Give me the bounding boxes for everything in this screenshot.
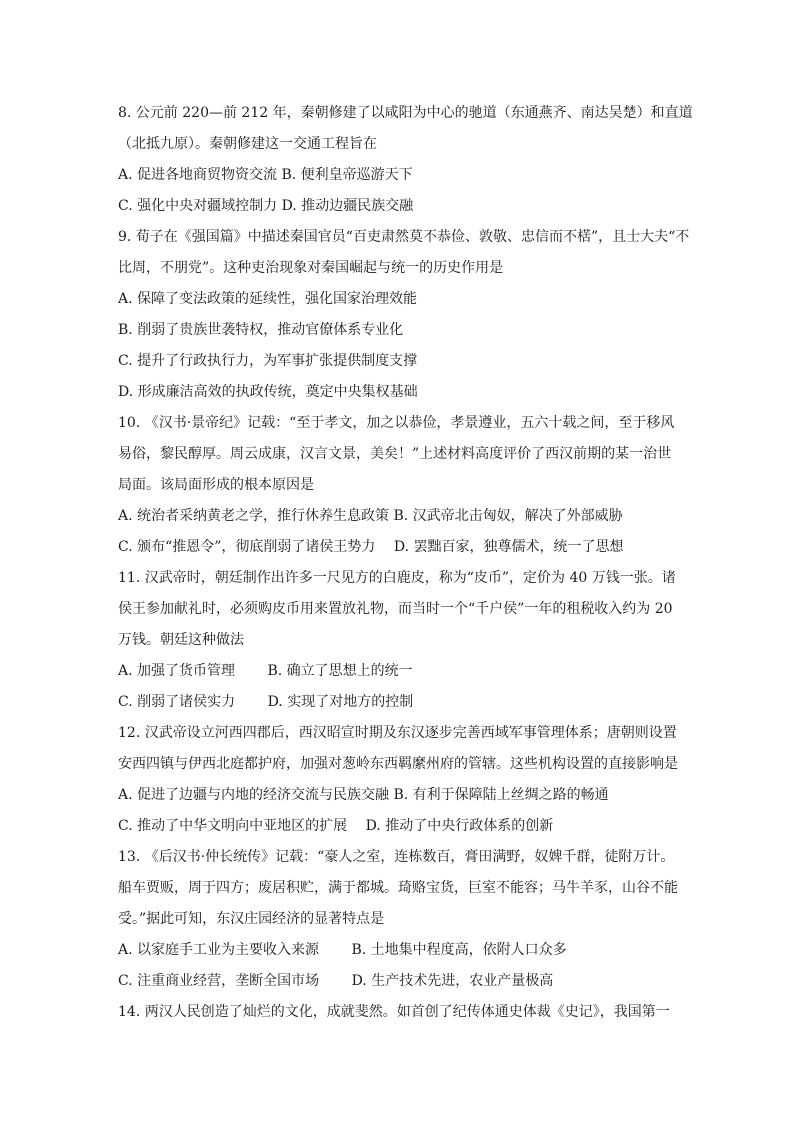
q10-options-cd xyxy=(118,537,678,557)
q11-option-d: D. 实现了对地方的控制 xyxy=(267,694,414,710)
q10-option-b: B. 汉武帝北击匈奴，解决了外部威胁 xyxy=(393,508,623,524)
q9-stem-line1: 9. 荀子在《强国篇》中描述秦国官员“百吏肃然莫不恭俭、敦敬、忠信而不楛”，且士大夫“不 xyxy=(118,229,690,245)
q11-stem-line3: 万钱。朝廷这种做法 xyxy=(118,632,244,648)
q11-stem-line2: 侯王参加献礼时，必须购皮币用来置放礼物，而当时一个“千户侯”一年的租税收入约为 20 xyxy=(118,601,673,617)
q13-option-c: C. 注重商业经营，垄断全国市场 xyxy=(118,973,320,989)
q13-stem-line3: 受。”据此可知，东汉庄园经济的显著特点是 xyxy=(118,911,385,927)
q13-stem-line2: 船车贾贩，周于四方；废居积贮，满于都城。琦赂宝货，巨室不能容；马牛羊豕，山谷不能 xyxy=(118,880,678,896)
q11-option-a: A. 加强了货币管理 xyxy=(118,663,236,679)
q10-stem-line3: 局面。该局面形成的根本原因是 xyxy=(118,477,314,493)
q12-option-a: A. 促进了边疆与内地的经济交流与民族交融 xyxy=(118,787,390,803)
q13-option-d: D. 生产技术先进，农业产量极高 xyxy=(351,973,554,989)
q8-option-b: B. 便利皇帝巡游天下 xyxy=(281,167,413,183)
q12-options-ab xyxy=(118,785,678,805)
q8-options-ab xyxy=(118,165,678,185)
q13-options-ab xyxy=(118,940,678,960)
q11-option-b: B. 确立了思想上的统一 xyxy=(267,663,413,679)
q8-option-c: C. 强化中央对疆域控制力 xyxy=(118,198,278,214)
q12-option-b: B. 有利于保障陆上丝绸之路的畅通 xyxy=(393,787,609,803)
q9-stem-line2: 比周，不朋党”。这种吏治现象对秦国崛起与统一的历史作用是 xyxy=(118,260,504,276)
q12-option-d: D. 推动了中央行政体系的创新 xyxy=(365,818,554,834)
q9-option-d: D. 形成廉洁高效的执政传统，奠定中央集权基础 xyxy=(118,384,418,400)
q10-options-ab xyxy=(118,506,678,526)
q8-option-d: D. 推动边疆民族交融 xyxy=(281,198,414,214)
q12-stem-line2: 安西四镇与伊西北庭都护府，加强对葱岭东西羁縻州府的管辖。这些机构设置的直接影响是 xyxy=(118,756,678,772)
q9-option-b: B. 削弱了贵族世袭特权，推动官僚体系专业化 xyxy=(118,322,404,338)
q11-option-c: C. 削弱了诸侯实力 xyxy=(118,694,236,710)
q13-option-b: B. 土地集中程度高，依附人口众多 xyxy=(351,942,567,958)
q10-option-a: A. 统治者采纳黄老之学，推行休养生息政策 xyxy=(118,508,390,524)
q14-stem-line1: 14. 两汉人民创造了灿烂的文化，成就斐然。如首创了纪传体通史体裁《史记》，我国第一 xyxy=(118,1004,670,1020)
q8-options-cd xyxy=(118,196,678,216)
q8-stem-line1: 8. 公元前 220—前 212 年，秦朝修建了以咸阳为中心的驰道（东通燕齐、南达吴楚）和直道 xyxy=(118,105,693,121)
q11-options-ab xyxy=(118,661,678,681)
q12-options-cd xyxy=(118,816,678,836)
q13-option-a: A. 以家庭手工业为主要收入来源 xyxy=(118,942,320,958)
q11-options-cd xyxy=(118,692,678,712)
q9-option-a: A. 保障了变法政策的延续性，强化国家治理效能 xyxy=(118,291,418,307)
q10-stem-line2: 易俗，黎民醇厚。周云成康，汉言文景，美矣！”上述材料高度评价了西汉前期的某一治世 xyxy=(118,446,672,462)
q8-stem-line2: （北抵九原）。秦朝修建这一交通工程旨在 xyxy=(118,136,377,152)
q10-stem-line1: 10. 《汉书·景帝纪》记载：“至于孝文，加之以恭俭，孝景遵业，五六十载之间，至于移风 xyxy=(118,415,675,431)
q13-stem-line1: 13. 《后汉书·仲长统传》记载：“豪人之室，连栋数百，膏田满野，奴婢千群，徒附万计。 xyxy=(118,849,675,865)
q10-option-d: D. 罢黜百家，独尊儒术，统一了思想 xyxy=(393,539,624,555)
q11-stem-line1: 11. 汉武帝时，朝廷制作出许多一尺见方的白鹿皮，称为“皮币”，定价为 40 万钱一张。诸 xyxy=(118,570,676,586)
q13-options-cd xyxy=(118,971,678,991)
q12-option-c: C. 推动了中华文明向中亚地区的扩展 xyxy=(118,818,348,834)
q10-option-c: C. 颁布“推恩令”，彻底削弱了诸侯王势力 xyxy=(118,539,376,555)
q8-option-a: A. 促进各地商贸物资交流 xyxy=(118,167,278,183)
q9-option-c: C. 提升了行政执行力，为军事扩张提供制度支撑 xyxy=(118,353,418,369)
q12-stem-line1: 12. 汉武帝设立河西四郡后，西汉昭宣时期及东汉逐步完善西域军事管理体系；唐朝则设置 xyxy=(118,725,677,741)
